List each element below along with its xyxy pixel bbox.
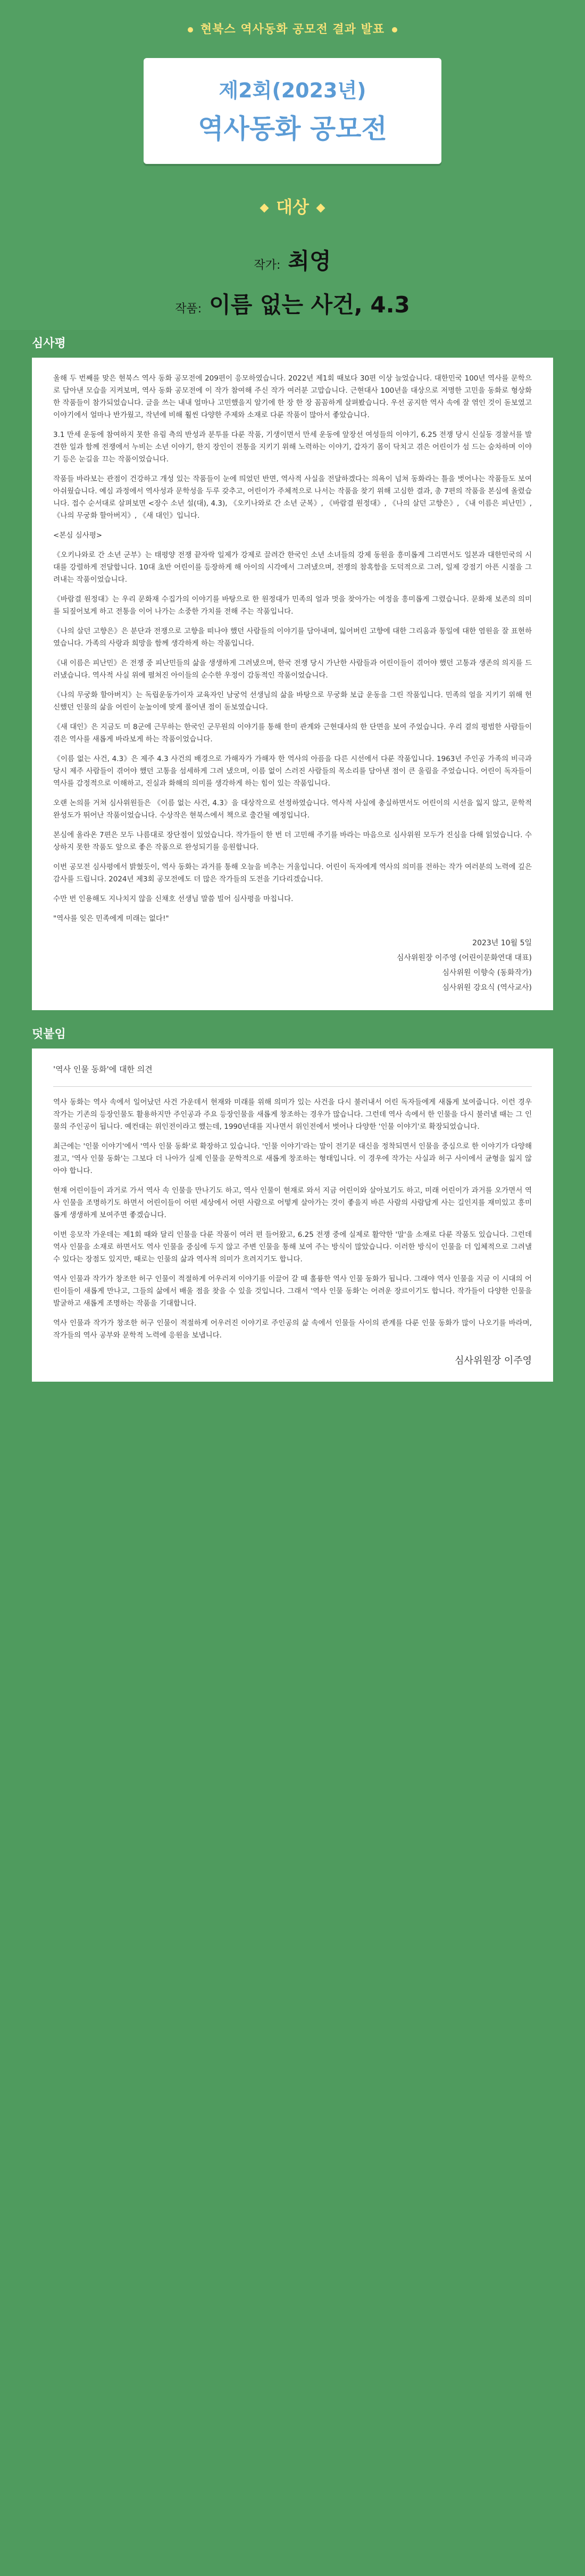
- contest-edition: 제2회(2023년): [219, 79, 366, 102]
- comment-paragraph: 최근에는 '인물 이야기'에서 '역사 인물 동화'로 확장하고 있습니다. '인물 이야기'라는 말이 전기문 대신을 정착되면서 인물을 중심으로 한 이야기가 다양해졌고, '역사 인물 동화'는 그보다 더 나아가 실제 인물을 문학적으로 새롭게 창조하는 형태입니다. 이 경우에 작가는 사실과 허구 사이에서 균형을 잃지 않아야 합니다.: [53, 1142, 532, 1175]
- author-name: 최영: [288, 248, 331, 274]
- comment-paragraph: 현재 어린이들이 과거로 가서 역사 속 인물을 만나기도 하고, 역사 인물이 현재로 와서 지금 어린이와 살아보기도 하고, 미래 어린이가 과거를 오가면서 역사 인물을 조명하기도 하면서 어린이들이 어떤 세상에서 어떤 사람으로 어떻게 살아가는 것이 좋을지 바른 사람의 사람답게 사는 길인지를 재미있고 흥미롭게 생생하게 보여주면 좋겠습니다.: [53, 1186, 532, 1219]
- review-section-label: 심사평: [32, 337, 66, 350]
- comment-paragraph: 역사 인물과 작가가 창조한 허구 인물이 적절하게 어우러진 이야기로 주인공의 삶 속에서 인물들 사이의 관계를 다룬 인물 동화가 많이 나오기를 바라며, 작가들의 역사 공부와 문학적 노력에 응원을 보냅니다.: [53, 1319, 532, 1340]
- comment-signature: 심사위원장 이주영: [455, 1355, 532, 1366]
- review-paragraph: 작품들 바라보는 관점이 건강하고 개성 있는 작품들이 눈에 띄었던 반면, 역사적 사실을 전달하겠다는 의욕이 넘쳐 동화라는 틀을 벗어나는 작품들도 보여 아쉬웠습니다. 예심 과정에서 역사성과 문학성을 두루 갖추고, 어린이가 주체적으로 나서는 작품을 찾기 위해 고심한 결과, 총 7편의 작품을 본심에 올렸습니다. 접수 순서대로 살펴보면 <장수 소년 설(대), 4.3), 《오키나와로 간 소년 군복》, 《바람결 원정대》, 《나의 살던 고향은》, 《내 이름은 피난민》, 《나의 무궁화 할아버지》, 《새 대인》입니다.: [53, 475, 532, 520]
- comment-card: [32, 1048, 553, 1382]
- review-paragraph: 《나의 살던 고향은》은 분단과 전쟁으로 고향을 떠나야 했던 사람들의 이야기를 담아내며, 잃어버린 고향에 대한 그리움과 통일에 대한 염원을 잘 표현하였습니다. 가족의 사랑과 희망을 함께 생각하게 하는 작품입니다.: [53, 627, 532, 648]
- review-date: 2023년 10월 5일: [472, 939, 532, 947]
- judge-line: 심사위원장 이주영 (어린이문화연대 대표): [396, 954, 532, 962]
- contest-name: 역사동화 공모전: [198, 113, 387, 144]
- contest-title-box: [144, 58, 441, 164]
- bullet-dot-icon: [188, 27, 193, 32]
- work-title: 이름 없는 사건, 4.3: [209, 292, 410, 318]
- award-label: 대상: [276, 197, 309, 217]
- hero-header: [0, 0, 585, 330]
- comment-section-label: 덧붙임: [32, 1028, 66, 1041]
- diamond-icon: [260, 204, 269, 213]
- review-paragraph: 《이름 없는 사건, 4.3》은 제주 4.3 사건의 배경으로 가해자가 가해자 한 역사의 아픔을 다른 시선에서 다룬 작품입니다. 1963년 주인공 가족의 비극과 당시 제주 사람들이 겪어야 했던 고통을 섬세하게 그려 냈으며, 이름 없이 스러진 사람들의 목소리를 담아낸 점이 큰 울림을 주었습니다. 어린이 독자들이 역사를 감정적으로 이해하고, 진실과 화해의 의미를 생각하게 하는 힘이 있는 작품입니다.: [53, 755, 532, 788]
- award-heading: [0, 194, 585, 218]
- review-paragraph: 오랜 논의를 거쳐 심사위원들은 《이름 없는 사건, 4.3》을 대상작으로 선정하였습니다. 역사적 사실에 충실하면서도 어린이의 시선을 잃지 않고, 문학적 완성도가 뛰어난 작품이었습니다. 수상작은 현북스에서 책으로 출간될 예정입니다.: [53, 799, 532, 820]
- work-label: 작품:: [175, 302, 202, 316]
- banner-text: 현북스 역사동화 공모전 결과 발표: [200, 23, 385, 36]
- review-paragraph: 이번 공모전 심사평에서 밝혔듯이, 역사 동화는 과거를 통해 오늘을 비추는 거울입니다. 어린이 독자에게 역사의 의미를 전하는 작가 여러분의 노력에 깊은 감사를 드립니다. 2024년 제3회 공모전에도 더 많은 작가들의 도전을 기다리겠습니다.: [53, 863, 532, 884]
- review-paragraph: 《바람결 원정대》는 우리 문화재 수집가의 이야기를 바탕으로 한 원정대가 민족의 얼과 멋을 찾아가는 여정을 흥미롭게 그렸습니다. 문화재 보존의 의미를 되짚어보게 하고 전통을 이어 나가는 소중한 가치를 전해 주는 작품입니다.: [53, 595, 532, 616]
- judge-line: 심사위원 이향숙 (동화작가): [442, 969, 532, 977]
- review-paragraph: 《오키나와로 간 소년 군부》는 태평양 전쟁 끝자락 일제가 강제로 끌려간 한국인 소년 소녀들의 강제 동원을 흥미롭게 그리면서도 일본과 대한민국의 시대를 강렬하게 전달합니다. 10대 초반 어린이를 등장하게 해 아이의 시각에서 그려냈으며, 전쟁의 참혹함을 도덕적으로 그려, 일제 강점기 아픈 시절을 그려내는 작품이었습니다.: [53, 551, 532, 584]
- work-line: [0, 287, 585, 319]
- comment-paragraph: 역사 동화는 역사 속에서 일어났던 사건 가운데서 현재와 미래를 위해 의미가 있는 사건을 다시 불러내서 어린 독자들에게 새롭게 보여줍니다. 이런 경우 작가는 기존의 등장인물도 활용하지만 주인공과 주요 등장인물을 새롭게 창조하는 경우가 많습니다. 그런데 역사 속에서 한 인물을 다시 불러낼 때는 그 인물의 주인공이 됩니다. 예컨대는 위인전이라고 했는데, 1990년대를 지나면서 위인전에서 벗어나 다양한 '인물 이야기'로 확장되었습니다.: [53, 1098, 532, 1131]
- comment-paragraph: 이번 응모작 가운데는 제1회 때와 달리 인물을 다룬 작품이 여러 편 들어왔고, 6.25 전쟁 중에 실제로 활약한 '말'을 소재로 다룬 작품도 있습니다. 그런데 역사 인물을 소재로 하면서도 역사 인물을 중심에 두지 않고 주변 인물을 통해 보여 주는 방식이 많았습니다. 이러한 방식이 인물을 더 입체적으로 그려낼 수 있다는 장점도 있지만, 때로는 인물의 삶과 역사적 의미가 흐려지기도 합니다.: [53, 1231, 532, 1264]
- author-label: 작가:: [254, 259, 281, 272]
- result-banner: [180, 20, 405, 37]
- comment-paragraph: 역사 인물과 작가가 창조한 허구 인물이 적절하게 어우러져 이야기를 이끌어 갈 때 훌륭한 역사 인물 동화가 됩니다. 그래야 역사 인물을 지금 이 시대의 어린이들이 새롭게 만나고, 그들의 삶에서 배울 점을 찾을 수 있을 것입니다. 그래서 '역사 인물 동화'는 어려운 장르이기도 합니다. 작가들이 다양한 인물을 발굴하고 새롭게 조명하는 작품을 기대합니다.: [53, 1275, 532, 1308]
- review-card: [32, 358, 553, 1010]
- divider: [53, 1086, 532, 1087]
- review-paragraph: 수만 번 인용해도 지나치지 않을 신채호 선생님 말씀 빌어 심사평을 마칩니다.: [53, 895, 294, 903]
- judge-line: 심사위원 강요식 (역사교사): [442, 984, 532, 992]
- review-signature: [53, 936, 532, 995]
- review-paragraph: 올해 두 번째를 맞은 현북스 역사 동화 공모전에 209편이 응모하였습니다. 2022년 제1회 때보다 30편 이상 늘었습니다. 대한민국 100년 역사를 문학으로 담아낸 모습을 지켜보며, 역사 동화 공모전에 이 작가 참여해 주신 작가 여러분 고맙습니다. 근현대사 100년을 대상으로 저명한 고민을 동화로 형상화한 작품들이 참가되었습니다. 글을 쓰는 내내 얼마나 고민했을지 알기에 한 장 한 장 꼼꼼하게 살펴봤습니다. 우선 공지한 역사 속에 잘 엮인 것이 돋보였고 이야기에서 얼마나 반가웠고, 작년에 비해 훨씬 다양한 주제와 소재로 다룬 작품이 많아서 좋았습니다.: [53, 374, 532, 419]
- review-subheading: <본심 심사평>: [53, 531, 103, 540]
- bullet-dot-icon: [392, 27, 397, 32]
- review-paragraph: 본심에 올라온 7편은 모두 나름대로 장단점이 있었습니다. 작가들이 한 번 더 고민해 주기를 바라는 마음으로 심사위원 모두가 진심을 다해 읽었습니다. 수상하지 못한 작품도 앞으로 좋은 작품으로 완성되기를 응원합니다.: [53, 831, 532, 852]
- author-line: [0, 244, 585, 276]
- review-paragraph: 3.1 만세 운동에 참여하지 못한 유림 측의 반성과 분투를 다룬 작품, 기생이면서 만세 운동에 앞장선 여성들의 이야기, 6.25 전쟁 당시 신실동 경찰서를 발견한 일과 함께 전쟁에서 누비는 소년 이야기, 한지 장인이 전통을 지키기 위해 노력하는 이야기, 갑자기 몸이 닥치고 겪은 어린이가 섬 드는 숨차하며 이야기 등은 눈길을 끄는 작품이었습니다.: [53, 431, 532, 464]
- review-quote: "역사를 잊은 민족에게 미래는 없다!": [53, 914, 169, 923]
- diamond-icon: [316, 204, 325, 213]
- review-paragraph: 《내 이름은 피난민》은 전쟁 중 피난민들의 삶을 생생하게 그려냈으며, 한국 전쟁 당시 가난한 사람들과 어린이들이 겪어야 했던 고통과 생존의 의지를 드러냈습니다. 역사적 사실 위에 펼쳐진 아이들의 순수한 우정이 감동적인 작품이었습니다.: [53, 659, 532, 680]
- review-paragraph: 《새 대인》은 지금도 미 8군에 근무하는 한국인 군무원의 이야기를 통해 한미 관계와 근현대사의 한 단면을 보여 주었습니다. 우리 곁의 평범한 사람들이 겪은 역사를 새롭게 바라보게 하는 작품이었습니다.: [53, 723, 532, 744]
- comment-title: '역사 인물 동화'에 대한 의견: [53, 1064, 153, 1074]
- review-paragraph: 《나의 무궁화 할아버지》는 독립운동가이자 교육자인 남궁억 선생님의 삶을 바탕으로 무궁화 보급 운동을 그린 작품입니다. 민족의 얼을 지키기 위해 헌신했던 인물의 삶을 어린이 눈높이에 맞게 풀어낸 점이 돋보였습니다.: [53, 691, 532, 712]
